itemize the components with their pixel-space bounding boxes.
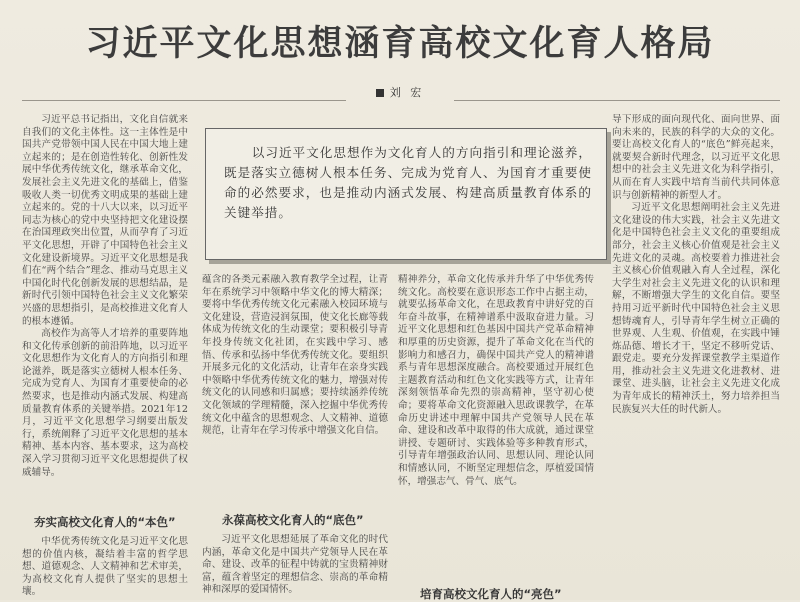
paragraph: 导下形成的面向现代化、面向世界、面向未来的，民族的科学的大众的文化。要让高校文化育人的“底色”鲜亮起来，就要契合新时代理念，以习近平文化思想中的社会主义先进文化为科学指引，从而在育人实践中培育当前代共同体意识与创新精神的新型人才。 [612,114,780,201]
text-column-4 [612,114,780,600]
section-heading-1: 夯实高校文化育人的“本色” [34,515,176,529]
text-column-2-lower [202,534,388,600]
section-heading-3: 培育高校文化育人的“亮色” [420,587,562,601]
text-column-2 [202,274,388,496]
rule-left [22,100,346,101]
paragraph: 蕴含的各类元素融入教育教学全过程，让青年在系统学习中领略中华文化的博大精深；要将中华优秀传统文化元素融入校园环境与文化建设，营造浸润氛围，使文化长廊等载体成为传统文化的生动课堂；要积极引导青年投身传统文化社团，在实践中学习、感悟、传承和弘扬中华优秀传统文化。要组织开展多元化的文化活动，让青年在亲身实践中领略中华优秀传统文化的魅力，增强对传统文化的认同感和归属感；要持续涵养传统文化领域的学理精髓，深入挖掘中华优秀传统文化中蕴含的思想观念、人文精神、道德规范，让青年在学习传承中增强文化自信。 [202,274,388,437]
paragraph: 中华优秀传统文化是习近平文化思想的价值内核，凝结着丰富的哲学思想、道德观念、人文精神和艺术审美，为高校文化育人提供了坚实的思想土壤。 [22,536,188,598]
rule-right [454,100,780,101]
pull-quote-text: 以习近平文化思想作为文化育人的方向指引和理论滋养，既是落实立德树人根本任务、完成为党育人、为国育才重要使命的必然要求，也是推动内涵式发展、构建高质量教育体系的关键举措。 [224,145,592,220]
paragraph: 精神养分，革命文化传承并升华了中华优秀传统文化。高校要在意识形态工作中占据主动，就要弘扬革命文化，在思政教育中讲好党的百年奋斗故事，在精神谱系中汲取奋进力量。习近平文化思想和红色基因中国共产党革命精神和厚重的历史资源，提升了革命文化在当代的影响力和感召力，确保中国共产党人的精神谱系与青年思想深度融合。高校要通过开展红色主题教育活动和红色文化实践等方式，让青年深刻领悟革命先烈的崇高精神，坚守初心使命；要将革命文化资源融入思政课教学，在革命历史讲述中理解中国共产党领导人民在革命、建设和改革中取得的伟大成就，通过课堂讲授、专题研讨、实践体验等多种教育形式，引导青年增强政治认同、思想认同、理论认同和情感认同，不断坚定理想信念，厚植爱国情怀，增强志气、骨气、底气。 [398,274,594,487]
square-bullet-icon [376,89,384,97]
text-column-3 [398,274,594,584]
paragraph: 习近平总书记指出，文化自信就来自我们的文化主体性。这一主体性是中国共产党带领中国人民在中国大地上建立起来的；是在创造性转化、创新性发展中华优秀传统文化，继承革命文化，发展社会主义先进文化的基础上，借鉴吸收人类一切优秀文明成果的基础上建立起来的。党的十八大以来，以习近平同志为核心的党中央坚持把文化建设摆在治国理政突出位置，从而孕育了习近平文化思想，开辟了中国特色社会主义文化建设新境界。习近平文化思想是我们在“两个结合”理念、推动马克思主义中国化时代化创新发展的思想结晶，是新时代引领中国特色社会主义文化繁荣兴盛的思想指引，是高校推进文化育人的根本遵循。 [22,114,188,327]
paragraph: 高校作为高等人才培养的重要阵地和文化传承创新的前沿阵地，以习近平文化思想作为文化育人的方向指引和理论滋养，既是落实立德树人根本任务、完成为党育人、为国育才重要使命的必然要求，也是推动内涵式发展、构建高质量教育体系的关键举措。2021年12月，习近平文化思想学习纲要出版发行，系统阐释了习近平文化思想的基本精神、基本内容、基本要求，这为高校深入学习贯彻习近平文化思想提供了权威辅导。 [22,328,188,478]
author-name: 刘 宏 [389,86,425,99]
text-column-1-lower [22,536,188,600]
paragraph: 习近平文化思想延展了革命文化的时代内涵，革命文化是中国共产党领导人民在革命、建设、改革的征程中铸就的宝贵精神财富，蕴含着坚定的理想信念、崇高的革命精神和深厚的爱国情怀。 [202,534,388,596]
section-heading-2: 永葆高校文化育人的“底色” [222,513,364,527]
paragraph: 习近平文化思想阐明社会主义先进文化建设的伟大实践，社会主义先进文化是中国特色社会主义文化的重要组成部分，社会主义核心价值观是社会主义先进文化的灵魂。高校要着力推进社会主义核心价值观融入育人全过程，深化大学生对社会主义先进文化的认识和理解，不断增强大学生的文化自信。要坚持用习近平新时代中国特色社会主义思想铸魂育人，引导青年学生树立正确的世界观、人生观、价值观，在实践中锤炼品德、增长才干，坚定不移听党话、跟党走。要充分发挥课堂教学主渠道作用，推动社会主义先进文化进教材、进课堂、进头脑，让社会主义先进文化成为青年成长的精神沃土，努力培养担当民族复兴大任的时代新人。 [612,202,780,415]
author-byline [0,84,800,100]
article-headline: 习近平文化思想涵育高校文化育人格局 [85,24,715,64]
pull-quote-box [205,128,607,260]
